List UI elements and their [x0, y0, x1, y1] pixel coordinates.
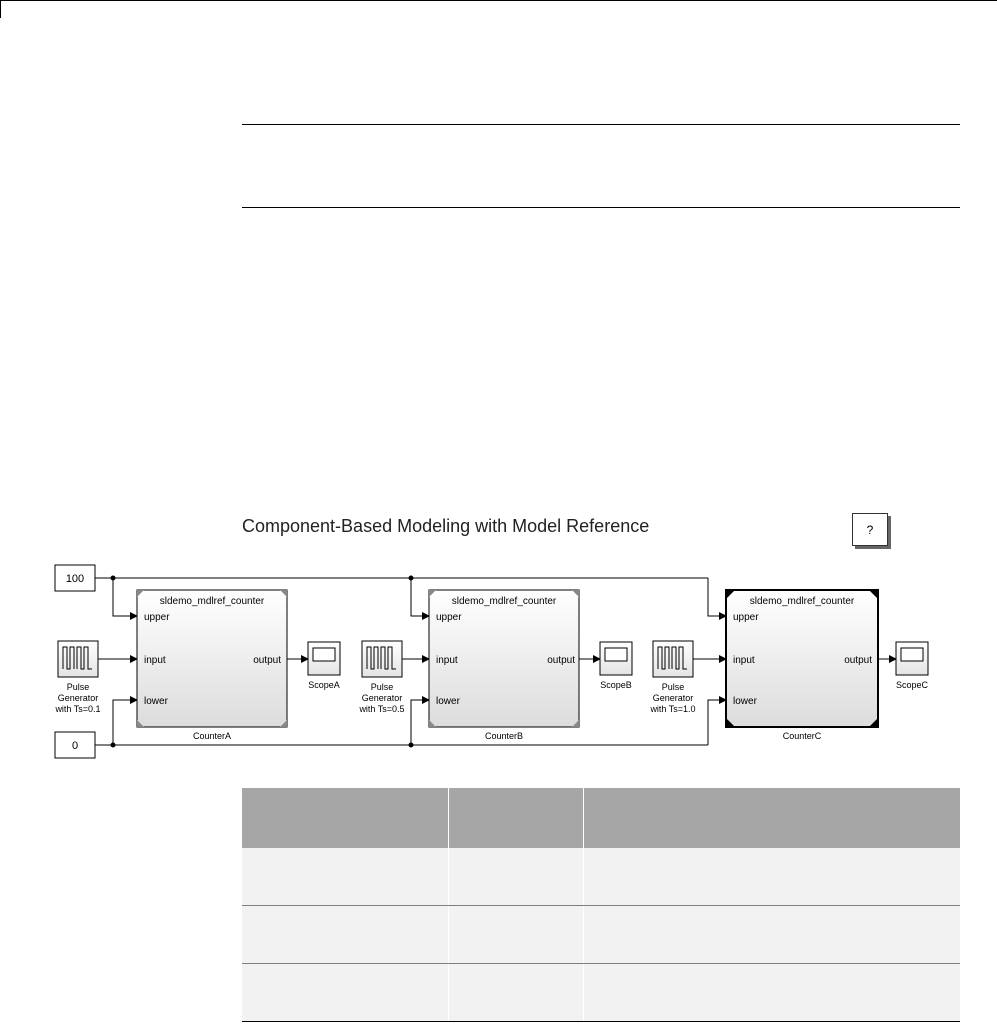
- table-header-row: [242, 788, 960, 848]
- table-cell: [242, 906, 448, 964]
- table-cell: [583, 964, 960, 1022]
- counter-b-name: CounterB: [484, 731, 524, 741]
- diagram-title: Component-Based Modeling with Model Reference: [242, 516, 650, 536]
- table-cell: [242, 848, 448, 906]
- table-cell: [583, 848, 960, 906]
- table-row: [242, 906, 960, 964]
- table-cell: [448, 848, 583, 906]
- pulse-a-label-2: Generator: [57, 693, 99, 703]
- table-row: [242, 964, 960, 1022]
- scope-b[interactable]: [600, 642, 632, 690]
- counter-a-port-lower: lower: [144, 696, 168, 707]
- table-cell: [448, 906, 583, 964]
- counter-b-model-name: sldemo_mdlref_counter: [451, 596, 557, 607]
- counter-b-port-input: input: [436, 655, 458, 666]
- pulse-c-label-2: Generator: [652, 693, 694, 703]
- constant-lower-block[interactable]: [55, 732, 95, 758]
- simulink-model-diagram: [0, 550, 997, 780]
- scope-a-label: ScopeA: [308, 680, 340, 690]
- page-corner-mark: [0, 0, 1, 18]
- note-bottom-rule: [242, 207, 960, 208]
- table-cell: [583, 906, 960, 964]
- counter-b-port-output: output: [547, 655, 575, 666]
- pulse-b-label-3: with Ts=0.5: [359, 704, 405, 714]
- constant-lower-value: 0: [71, 740, 79, 752]
- scope-b-label: ScopeB: [600, 680, 632, 690]
- table-row: [242, 848, 960, 906]
- table-cell: [242, 964, 448, 1022]
- model-block-counter-b[interactable]: [429, 590, 579, 741]
- help-button[interactable]: ?: [852, 513, 888, 546]
- pulse-generator-b[interactable]: [358, 641, 404, 714]
- counter-b-port-upper: upper: [436, 612, 462, 623]
- counter-c-port-output: output: [844, 655, 872, 666]
- scope-a[interactable]: [308, 642, 340, 690]
- scope-c[interactable]: [896, 642, 929, 690]
- counter-c-name: CounterC: [782, 731, 822, 741]
- table-header-cell: [242, 788, 448, 848]
- constant-upper-value: 100: [65, 573, 85, 585]
- counter-a-port-input: input: [144, 655, 166, 666]
- pulse-a-label-3: with Ts=0.1: [55, 704, 101, 714]
- table-header-cell: [448, 788, 583, 848]
- note-top-rule: [242, 124, 960, 125]
- parameter-table: [242, 788, 960, 1022]
- counter-a-port-output: output: [253, 655, 281, 666]
- counter-c-port-input: input: [733, 655, 755, 666]
- pulse-c-label-3: with Ts=1.0: [650, 704, 696, 714]
- counter-a-port-upper: upper: [144, 612, 170, 623]
- pulse-c-label-1: Pulse: [661, 682, 685, 692]
- model-block-counter-a[interactable]: [137, 590, 287, 741]
- scope-c-label: ScopeC: [895, 680, 929, 690]
- pulse-b-label-1: Pulse: [370, 682, 394, 692]
- pulse-generator-c[interactable]: [649, 641, 695, 714]
- page-top-rule: [0, 0, 997, 1]
- pulse-a-label-1: Pulse: [66, 682, 90, 692]
- model-block-counter-c[interactable]: [726, 590, 878, 741]
- table-header-cell: [583, 788, 960, 848]
- counter-c-port-lower: lower: [733, 696, 757, 707]
- counter-b-port-lower: lower: [436, 696, 460, 707]
- constant-upper-block[interactable]: [55, 565, 95, 591]
- counter-a-model-name: sldemo_mdlref_counter: [159, 596, 265, 607]
- counter-c-model-name: sldemo_mdlref_counter: [749, 596, 855, 607]
- counter-c-port-upper: upper: [733, 612, 759, 623]
- table-cell: [448, 964, 583, 1022]
- counter-a-name: CounterA: [192, 731, 232, 741]
- pulse-generator-a[interactable]: [54, 641, 100, 714]
- pulse-b-label-2: Generator: [361, 693, 403, 703]
